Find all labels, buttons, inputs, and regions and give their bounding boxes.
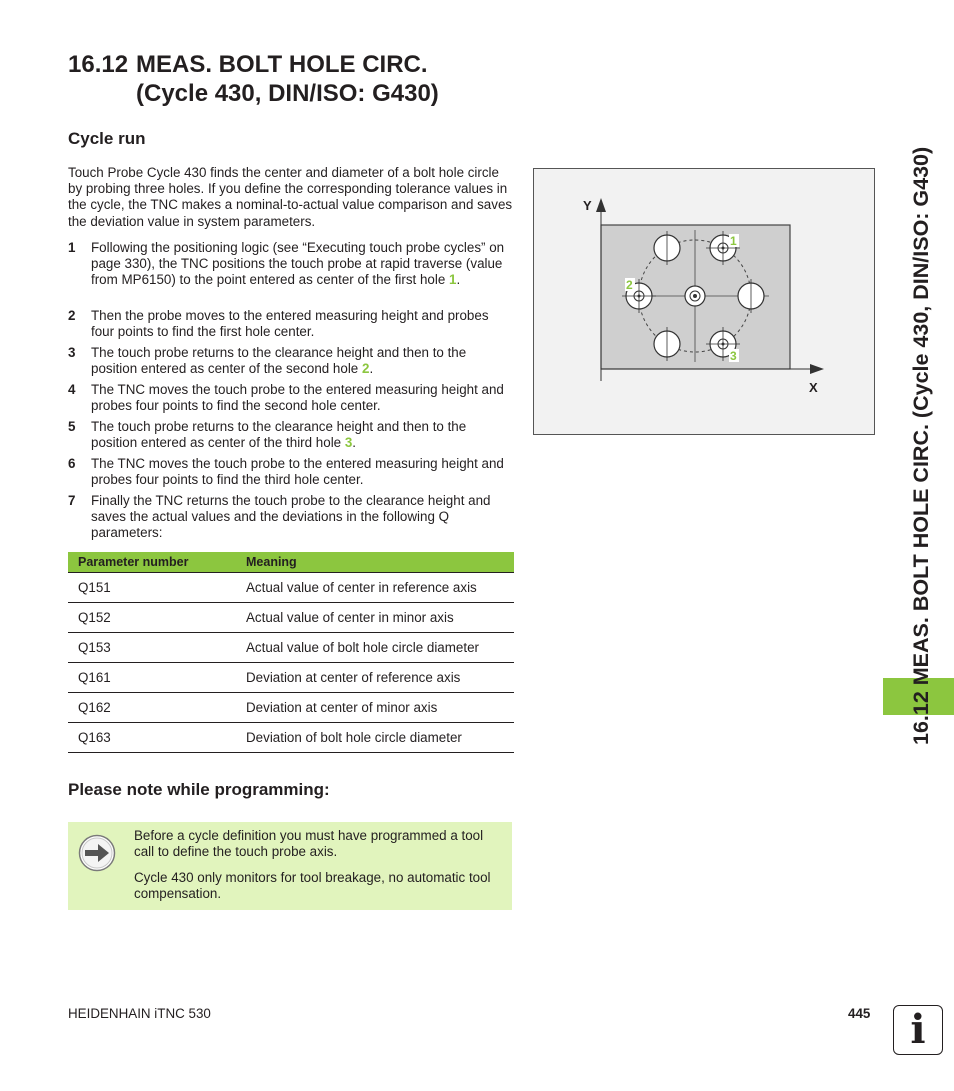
hole-reference: 2 xyxy=(361,361,370,377)
info-icon[interactable] xyxy=(893,1005,943,1055)
table-row xyxy=(68,573,514,603)
parameter-table xyxy=(68,552,514,753)
note-text-2: Cycle 430 only monitors for tool breakage, no automatic tool compensation. xyxy=(134,870,491,902)
parameter-cell: Q153 xyxy=(68,633,236,663)
cycle-run-heading: Cycle run xyxy=(68,129,146,148)
page-title xyxy=(68,50,538,108)
programming-note-heading: Please note while programming: xyxy=(68,780,330,799)
step-item xyxy=(68,419,513,451)
table-row xyxy=(68,603,514,633)
step-item xyxy=(68,240,513,289)
footer-product: HEIDENHAIN iTNC 530 xyxy=(68,1006,211,1021)
parameter-cell: Q161 xyxy=(68,663,236,693)
page-number: 445 xyxy=(848,1006,871,1021)
meaning-cell: Deviation at center of reference axis xyxy=(236,663,514,693)
step-item xyxy=(68,456,513,488)
hole-label-2: 2 xyxy=(626,278,633,292)
hole-reference: 1 xyxy=(449,272,457,288)
note-text-1: Before a cycle definition you must have programmed a tool call to define the touch probe axis. xyxy=(134,828,484,860)
hole-label-1: 1 xyxy=(730,234,737,248)
hole-label-3: 3 xyxy=(730,349,737,363)
step-text: The TNC moves the touch probe to the entered measuring height and probes four points to find the third hole center. xyxy=(91,456,504,488)
step-number: 1 xyxy=(68,240,76,255)
column-header-parameter: Parameter number xyxy=(68,552,236,573)
sidebar-title xyxy=(883,40,954,760)
meaning-cell: Actual value of center in reference axis xyxy=(236,573,514,603)
info-icon-letter: i xyxy=(910,1006,926,1053)
intro-paragraph: Touch Probe Cycle 430 finds the center and diameter of a bolt hole circle by probing three holes. If you define the corresponding tolerance values in the cycle, the TNC makes a nominal-to-actual value comparison and saves the deviation value in system parameters. xyxy=(68,165,513,229)
parameter-cell: Q162 xyxy=(68,693,236,723)
step-number: 5 xyxy=(68,419,76,434)
step-text: Following the positioning logic (see “Executing touch probe cycles” on page 330), the TNC positions the touch probe at rapid traverse (value from MP6150) to the point entered as center of the first hole 1. xyxy=(91,240,505,288)
step-number: 4 xyxy=(68,382,76,397)
step-text: The TNC moves the touch probe to the entered measuring height and probes four points to find the second hole center. xyxy=(91,382,504,414)
step-item xyxy=(68,308,513,340)
step-text: Then the probe moves to the entered measuring height and probes four points to find the first hole center. xyxy=(91,308,489,340)
step-number: 7 xyxy=(68,493,76,508)
note-box xyxy=(68,822,512,910)
step-item xyxy=(68,382,513,414)
step-number: 3 xyxy=(68,345,76,360)
bolt-hole-circle-figure xyxy=(533,168,875,435)
step-item xyxy=(68,345,513,377)
step-number: 6 xyxy=(68,456,76,471)
step-number: 2 xyxy=(68,308,76,323)
x-axis-label: X xyxy=(809,380,818,395)
arrow-right-icon xyxy=(78,834,116,872)
step-text: Finally the TNC returns the touch probe to the clearance height and saves the actual values and the deviations in the following Q parameters: xyxy=(91,493,491,541)
meaning-cell: Deviation of bolt hole circle diameter xyxy=(236,723,514,753)
step-text: The touch probe returns to the clearance height and then to the position entered as center of the second hole 2. xyxy=(91,345,467,377)
hole-reference: 3 xyxy=(344,435,353,451)
step-item xyxy=(68,493,513,542)
section-number: 16.12 xyxy=(68,51,129,78)
step-text: The touch probe returns to the clearance height and then to the position entered as center of the third hole 3. xyxy=(91,419,467,451)
svg-text:16.12 MEAS. BOLT HOLE CIRC. (C: 16.12 MEAS. BOLT HOLE CIRC. (Cycle 430, DIN/ISO: G430) xyxy=(909,146,933,745)
table-row xyxy=(68,723,514,753)
meaning-cell: Deviation at center of minor axis xyxy=(236,693,514,723)
title-line-1: MEAS. BOLT HOLE CIRC. xyxy=(136,51,428,78)
table-row xyxy=(68,693,514,723)
meaning-cell: Actual value of bolt hole circle diameter xyxy=(236,633,514,663)
parameter-cell: Q152 xyxy=(68,603,236,633)
table-row xyxy=(68,633,514,663)
y-axis-label: Y xyxy=(583,198,592,213)
column-header-meaning: Meaning xyxy=(236,552,514,573)
meaning-cell: Actual value of center in minor axis xyxy=(236,603,514,633)
parameter-cell: Q151 xyxy=(68,573,236,603)
parameter-cell: Q163 xyxy=(68,723,236,753)
table-row xyxy=(68,663,514,693)
title-line-2: (Cycle 430, DIN/ISO: G430) xyxy=(136,80,439,107)
table-header-row xyxy=(68,552,514,573)
